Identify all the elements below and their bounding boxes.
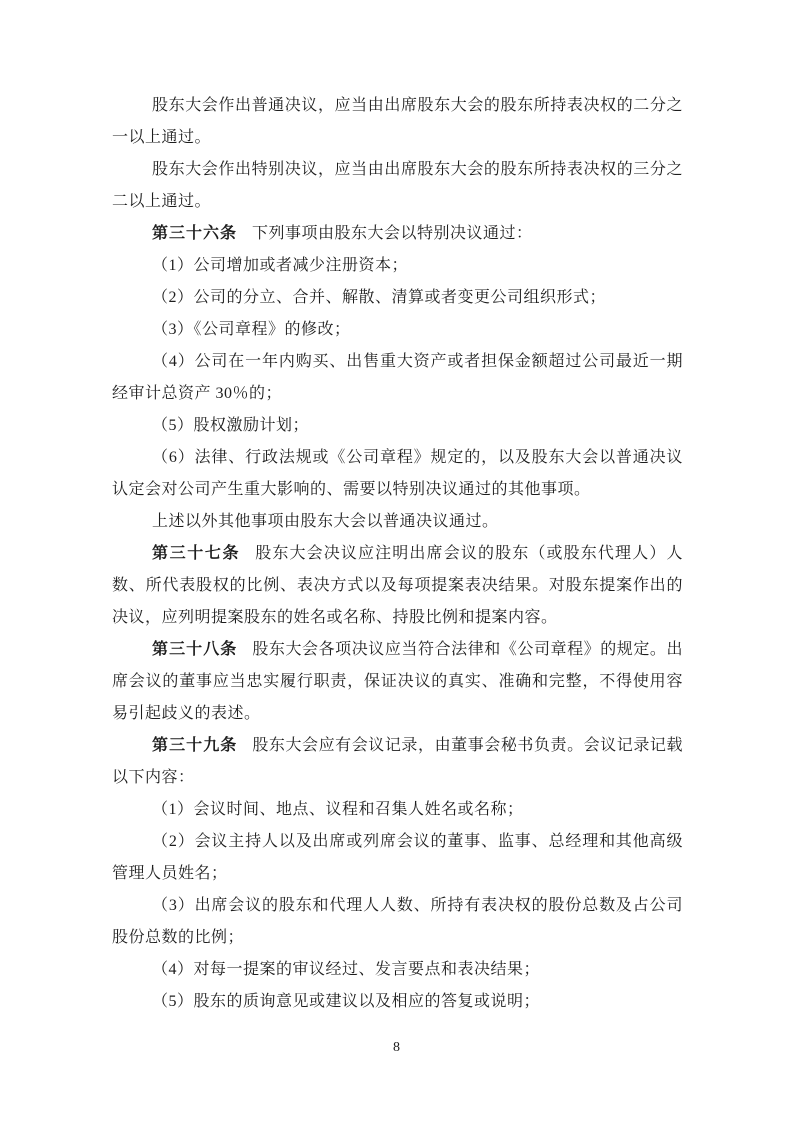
paragraph-text: 股东大会作出普通决议，应当由出席股东大会的股东所持表决权的二分之一以上通过。 xyxy=(112,97,683,146)
paragraph-ordinary-resolution xyxy=(112,90,683,154)
article-39-item-2 xyxy=(112,826,683,890)
article-39-paragraph xyxy=(112,730,683,794)
paragraph-text: （1）会议时间、地点、议程和召集人姓名或名称； xyxy=(152,801,524,818)
article-39-item-4 xyxy=(112,954,683,986)
article-36-item-4 xyxy=(112,346,683,410)
article-39-number: 第三十九条 xyxy=(152,737,238,754)
page-number: 8 xyxy=(393,1040,400,1055)
paragraph-text: 股东大会应有会议记录，由董事会秘书负责。会议记录记载以下内容： xyxy=(112,737,683,786)
article-38-number: 第三十八条 xyxy=(152,641,238,658)
article-36-number: 第三十六条 xyxy=(152,225,238,242)
paragraph-other-matters xyxy=(112,506,683,538)
article-36-item-5 xyxy=(112,410,683,442)
paragraph-text: （4）对每一提案的审议经过、发言要点和表决结果； xyxy=(152,961,541,978)
paragraph-special-resolution xyxy=(112,154,683,218)
paragraph-text: （5）股东的质询意见或建议以及相应的答复或说明； xyxy=(152,993,541,1010)
article-39-item-1 xyxy=(112,794,683,826)
article-36-paragraph xyxy=(112,218,683,250)
article-37-number: 第三十七条 xyxy=(152,545,241,562)
paragraph-text: （1）公司增加或者减少注册资本； xyxy=(152,257,409,274)
paragraph-text: （5）股权激励计划； xyxy=(152,417,310,434)
article-37-paragraph xyxy=(112,538,683,634)
article-36-item-1 xyxy=(112,250,683,282)
paragraph-text: （2）会议主持人以及出席或列席会议的董事、监事、总经理和其他高级管理人员姓名； xyxy=(112,833,683,882)
paragraph-text: （4）公司在一年内购买、出售重大资产或者担保金额超过公司最近一期经审计总资产 30％的； xyxy=(112,353,683,402)
article-36-item-2 xyxy=(112,282,683,314)
paragraph-text: 股东大会作出特别决议，应当由出席股东大会的股东所持表决权的三分之二以上通过。 xyxy=(112,161,683,210)
paragraph-text: （6）法律、行政法规或《公司章程》规定的，以及股东大会以普通决议认定会对公司产生重大影响的、需要以特别决议通过的其他事项。 xyxy=(112,449,683,498)
article-39-item-5 xyxy=(112,986,683,1018)
paragraph-text: （3）《公司章程》的修改； xyxy=(152,321,351,338)
paragraph-text: （2）公司的分立、合并、解散、清算或者变更公司组织形式； xyxy=(152,289,607,306)
paragraph-text: （3）出席会议的股东和代理人人数、所持有表决权的股份总数及占公司股份总数的比例； xyxy=(112,897,683,946)
paragraph-text: 下列事项由股东大会以特别决议通过： xyxy=(252,225,533,242)
paragraph-text: 股东大会决议应注明出席会议的股东（或股东代理人）人数、所代表股权的比例、表决方式以及每项提案表决结果。对股东提案作出的决议，应列明提案股东的姓名或名称、持股比例和提案内容。 xyxy=(112,545,683,626)
article-36-item-3 xyxy=(112,314,683,346)
document-body xyxy=(112,90,683,1018)
paragraph-text: 股东大会各项决议应当符合法律和《公司章程》的规定。出席会议的董事应当忠实履行职责，保证决议的真实、准确和完整，不得使用容易引起歧义的表述。 xyxy=(112,641,683,722)
article-36-item-6 xyxy=(112,442,683,506)
paragraph-text: 上述以外其他事项由股东大会以普通决议通过。 xyxy=(152,513,499,530)
article-38-paragraph xyxy=(112,634,683,730)
article-39-item-3 xyxy=(112,890,683,954)
